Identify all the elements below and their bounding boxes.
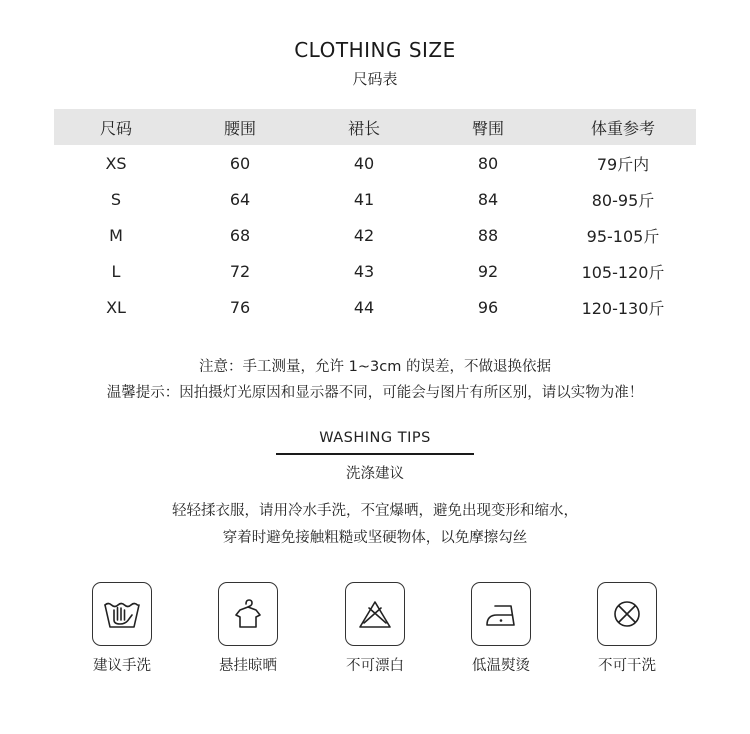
care-label: 建议手洗 <box>93 658 151 674</box>
table-row <box>54 289 696 325</box>
care-label: 不可干洗 <box>598 658 656 674</box>
page-subtitle: 尺码表 <box>352 70 398 88</box>
notes <box>0 354 750 406</box>
table-cell: 40 <box>353 153 375 173</box>
table-row <box>54 253 696 289</box>
table-cell: M <box>109 225 123 245</box>
washing-tips-divider <box>276 453 474 455</box>
table-cell: 72 <box>229 261 251 281</box>
table-cell: XS <box>105 153 127 173</box>
care-item-hand-wash <box>57 582 187 675</box>
hang-dry-icon <box>218 582 278 646</box>
column-header-weight: 体重参考 <box>590 118 655 138</box>
table-cell: 96 <box>477 297 499 317</box>
table-cell: 95-105斤 <box>586 226 660 246</box>
table-cell: 80 <box>477 153 499 173</box>
low-iron-icon <box>471 582 531 646</box>
washing-instructions-line: 轻轻揉衣服，请用冷水手洗，不宜爆晒，避免出现变形和缩水， <box>172 503 578 519</box>
washing-instructions <box>0 498 750 552</box>
table-cell: 68 <box>229 225 251 245</box>
page-title: CLOTHING SIZE <box>294 38 456 62</box>
size-table <box>54 109 696 325</box>
column-header-waist: 腰围 <box>223 118 256 138</box>
note-measurement: 注意：手工测量，允许 1~3cm 的误差，不做退换依据 <box>199 359 551 375</box>
table-cell: 60 <box>229 153 251 173</box>
washing-tips-title: WASHING TIPS <box>319 430 431 446</box>
table-cell: 84 <box>477 189 499 209</box>
table-cell: 64 <box>229 189 251 209</box>
table-cell: XL <box>106 297 126 317</box>
table-cell: 44 <box>353 297 375 317</box>
care-item-hang-dry <box>183 582 313 675</box>
table-cell: 79斤内 <box>596 154 650 174</box>
table-row <box>54 217 696 253</box>
table-cell: 88 <box>477 225 499 245</box>
care-item-low-iron <box>436 582 566 675</box>
care-item-no-bleach <box>310 582 440 675</box>
care-label: 不可漂白 <box>346 658 404 674</box>
table-cell: L <box>111 261 121 281</box>
table-cell: 92 <box>477 261 499 281</box>
care-item-no-dry-clean <box>562 582 692 675</box>
table-cell: 105-120斤 <box>581 262 665 282</box>
table-row <box>54 145 696 181</box>
table-cell: 120-130斤 <box>581 298 665 318</box>
washing-instructions-line: 穿着时避免接触粗糙或坚硬物体，以免摩擦勾丝 <box>222 530 528 546</box>
table-cell: S <box>110 189 122 209</box>
hand-wash-icon <box>92 582 152 646</box>
care-label: 低温熨烫 <box>472 658 530 674</box>
table-row <box>54 181 696 217</box>
care-label: 悬挂晾晒 <box>219 658 277 674</box>
no-bleach-icon <box>345 582 405 646</box>
size-table-header <box>54 109 696 145</box>
table-cell: 80-95斤 <box>591 190 655 210</box>
column-header-size: 尺码 <box>99 118 132 138</box>
table-cell: 41 <box>353 189 375 209</box>
column-header-hip: 臀围 <box>471 118 504 138</box>
note-color-disclaimer: 温馨提示：因拍摄灯光原因和显示器不同，可能会与图片有所区别，请以实物为准！ <box>106 385 644 401</box>
table-cell: 43 <box>353 261 375 281</box>
table-cell: 42 <box>353 225 375 245</box>
table-cell: 76 <box>229 297 251 317</box>
column-header-skirt-length: 裙长 <box>347 118 380 138</box>
washing-tips-subtitle: 洗涤建议 <box>346 466 404 482</box>
no-dry-clean-icon <box>597 582 657 646</box>
